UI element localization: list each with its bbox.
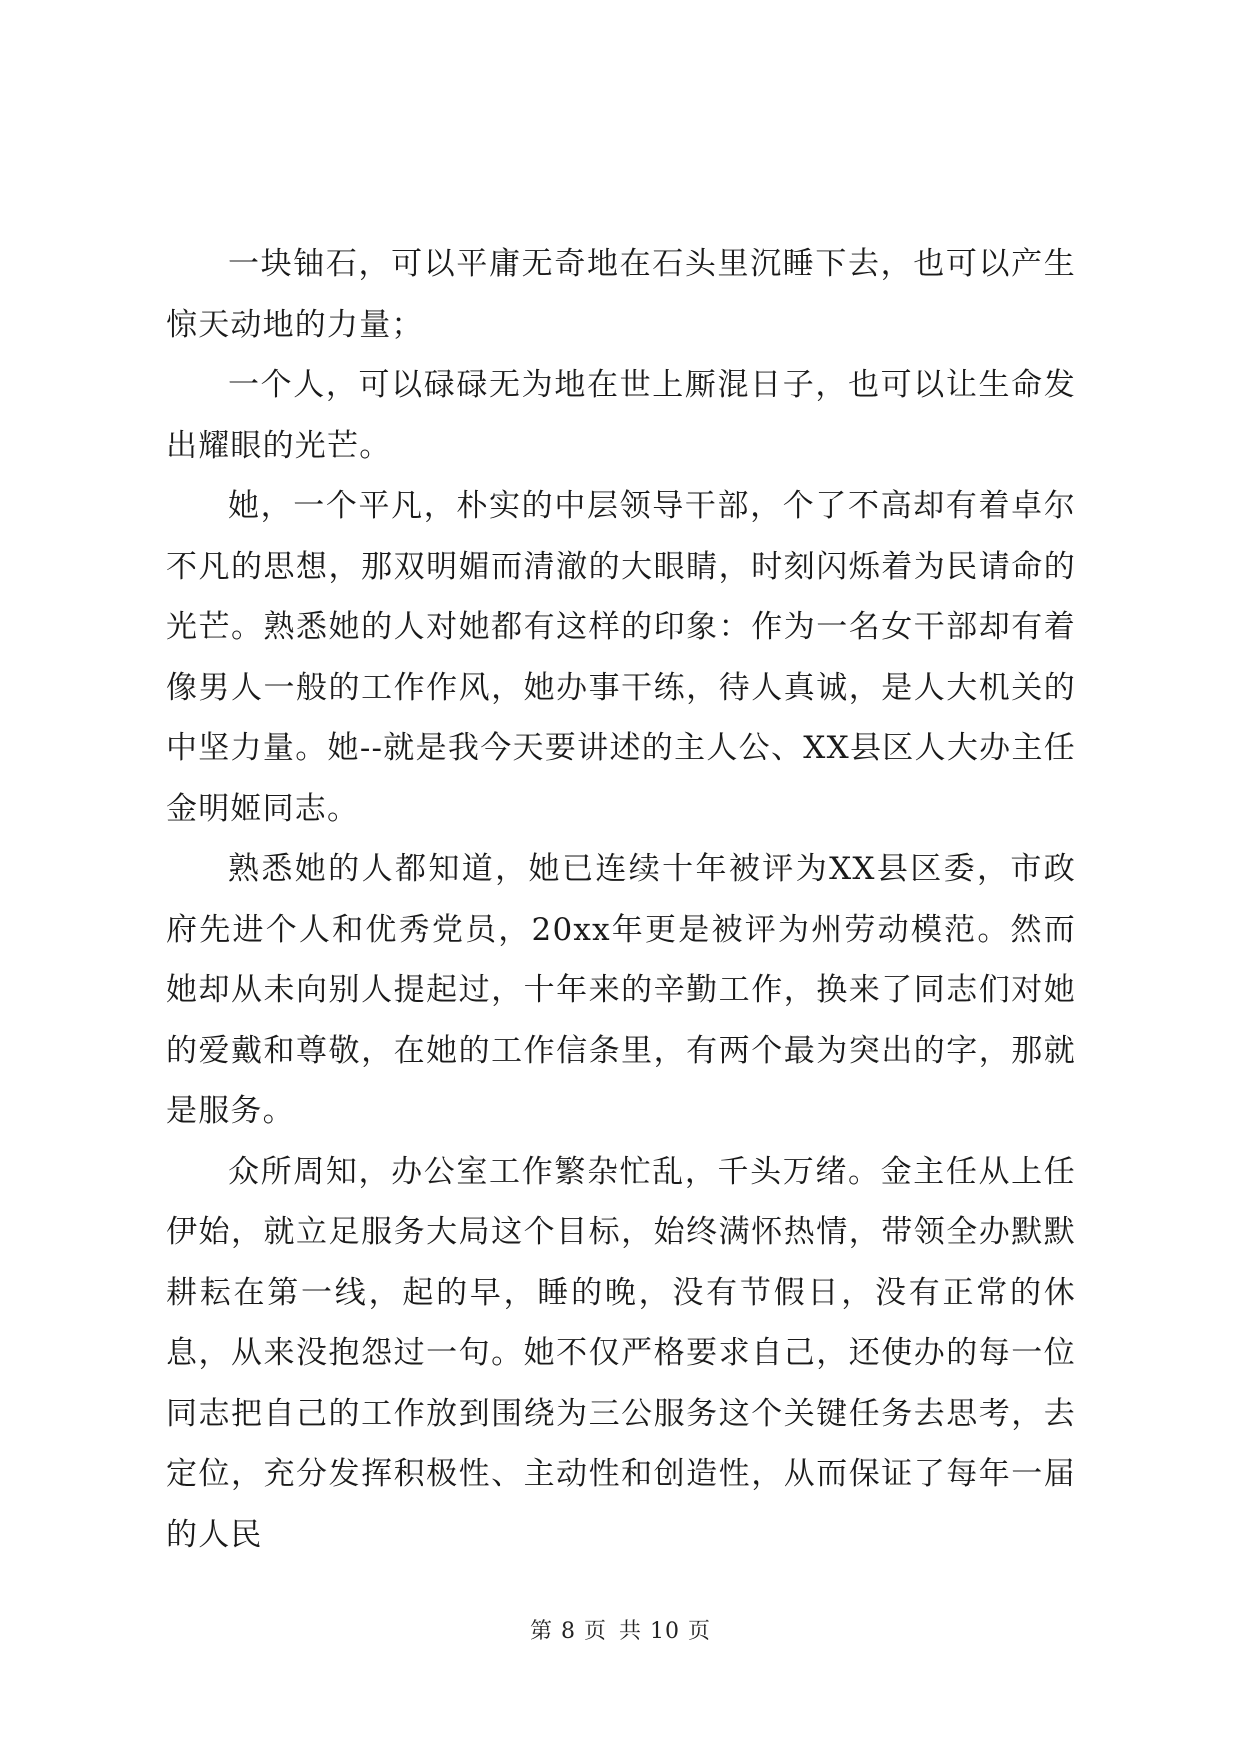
paragraph-3: 她，一个平凡，朴实的中层领导干部，个了不高却有着卓尔不凡的思想，那双明媚而清澈的大眼睛，时刻闪烁着为民请命的光芒。熟悉她的人对她都有这样的印象：作为一名女干部却有着像男人一般的工作作风，她办事干练，待人真诚，是人大机关的中坚力量。她--就是我今天要讲述的主人公、XX县区人大办主任金明姬同志。 <box>166 488 1076 827</box>
page-total: 共 10 页 <box>619 1619 711 1644</box>
paragraph-1: 一块铀石，可以平庸无奇地在石头里沉睡下去，也可以产生惊天动地的力量； <box>166 246 1076 343</box>
paragraph-5: 众所周知，办公室工作繁杂忙乱，千头万绪。金主任从上任伊始，就立足服务大局这个目标，始终满怀热情，带领全办默默耕耘在第一线，起的早，睡的晚，没有节假日，没有正常的休息，从来没抱怨过一句。她不仅严格要求自己，还使办的每一位同志把自己的工作放到围绕为三公服务这个关键任务去思考，去定位，充分发挥积极性、主动性和创造性，从而保证了每年一届的人民 <box>166 1153 1076 1553</box>
page-footer <box>0 1618 1241 1646</box>
paragraph-4: 熟悉她的人都知道，她已连续十年被评为XX县区委，市政府先进个人和优秀党员，20xx年更是被评为州劳动模范。然而她却从未向别人提起过，十年来的辛勤工作，换来了同志们对她的爱戴和尊敬，在她的工作信条里，有两个最为突出的字，那就是服务。 <box>166 851 1076 1129</box>
document-body <box>166 234 1076 1565</box>
page-number: 第 8 页 <box>530 1619 607 1644</box>
paragraph-2: 一个人，可以碌碌无为地在世上厮混日子，也可以让生命发出耀眼的光芒。 <box>166 367 1076 464</box>
